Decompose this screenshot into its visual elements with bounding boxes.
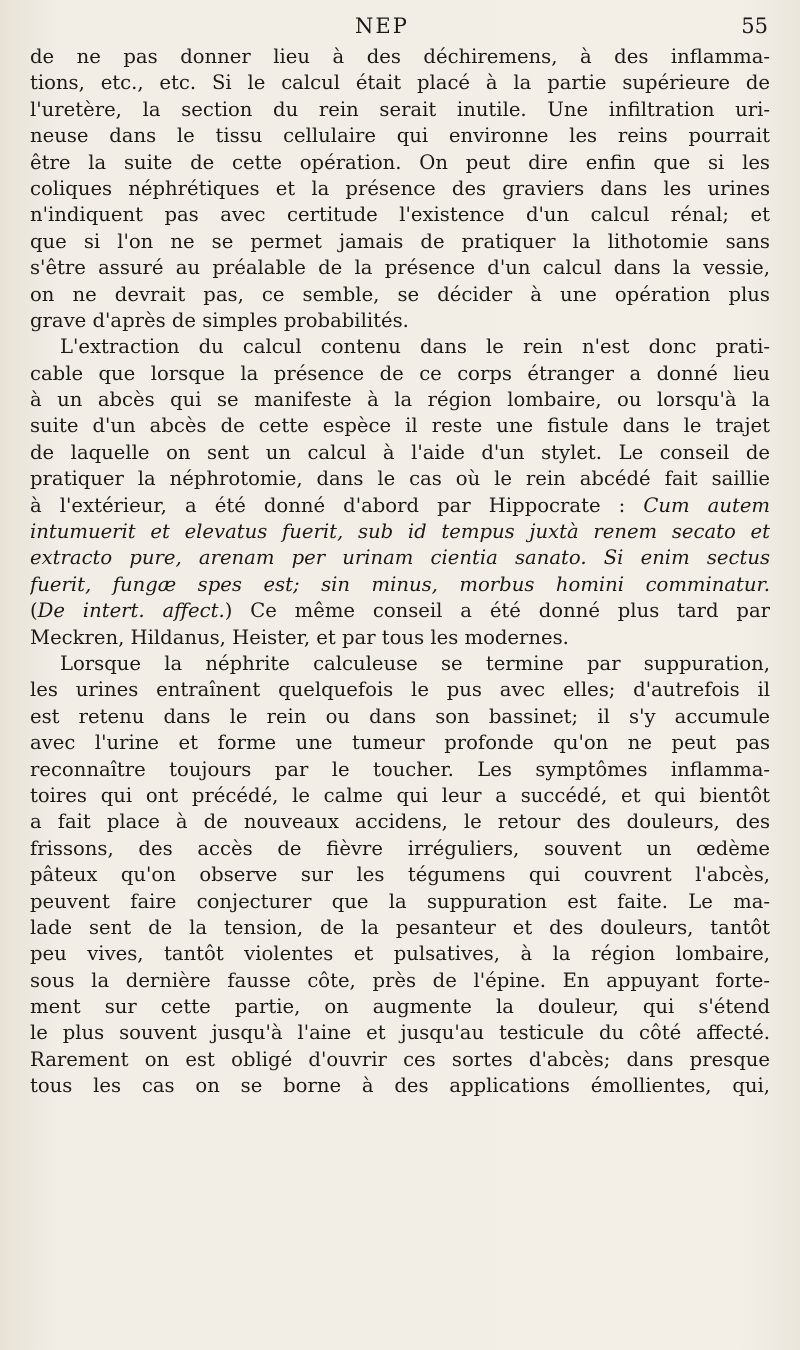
text-line <box>30 783 770 809</box>
text-line <box>30 968 770 994</box>
line-text: s'être assuré au préalable de la présence d'un calcul dans la vessie, <box>30 256 770 280</box>
text-line <box>30 361 770 387</box>
text-line <box>30 202 770 228</box>
running-head: NEP <box>355 14 409 38</box>
text-line <box>30 941 770 967</box>
line-text: peu vives, tantôt violentes et pulsatives, à la région lombaire, <box>30 942 770 966</box>
text-line <box>30 413 770 439</box>
line-text: suite d'un abcès de cette espèce il reste une fistule dans le trajet <box>30 414 770 438</box>
text-line <box>30 282 770 308</box>
line-text: neuse dans le tissu cellulaire qui environne les reins pourrait <box>30 124 770 148</box>
text-line <box>30 994 770 1020</box>
line-text: cable que lorsque la présence de ce corps étranger a donné lieu <box>30 361 770 385</box>
line-text: grave d'après de simples probabilités. <box>30 308 409 332</box>
text-line <box>30 1020 770 1046</box>
text-line <box>30 598 770 624</box>
text-line <box>30 150 770 176</box>
text-line <box>30 1047 770 1073</box>
line-text: peuvent faire conjecturer que la suppuration est faite. Le ma- <box>30 889 770 913</box>
line-text: pâteux qu'on observe sur les tégumens qui couvrent l'abcès, <box>30 863 770 887</box>
text-line <box>30 44 770 70</box>
line-text: Meckren, Hildanus, Heister, et par tous les modernes. <box>30 625 569 649</box>
text-line <box>30 255 770 281</box>
line-text: ( <box>30 599 38 623</box>
text-line <box>30 625 770 651</box>
text-line <box>30 1073 770 1099</box>
line-text: tions, etc., etc. Si le calcul était placé à la partie supérieure de <box>30 71 770 95</box>
latin-quote: extracto pure, arenam per urinam cientia sanato. Si enim sectus <box>30 546 770 570</box>
line-text: reconnaître toujours par le toucher. Les symptômes inflamma- <box>30 757 770 781</box>
line-text: on ne devrait pas, ce semble, se décider à une opération plus <box>30 282 770 306</box>
line-text: est retenu dans le rein ou dans son bassinet; il s'y accumule <box>30 704 770 728</box>
page-header <box>30 8 770 44</box>
line-text: lade sent de la tension, de la pesanteur et des douleurs, tantôt <box>30 915 770 939</box>
text-line <box>30 572 770 598</box>
line-text: l'uretère, la section du rein serait inutile. Une infiltration uri- <box>30 97 770 121</box>
text-line <box>30 519 770 545</box>
line-text: pratiquer la néphrotomie, dans le cas où le rein abcédé fait saillie <box>30 467 770 491</box>
line-text: frissons, des accès de fièvre irréguliers, souvent un œdème <box>30 836 770 860</box>
text-line <box>30 440 770 466</box>
line-text: n'indiquent pas avec certitude l'existence d'un calcul rénal; et <box>30 203 770 227</box>
latin-quote: intumuerit et elevatus fuerit, sub id tempus juxtà renem secato et <box>30 520 770 544</box>
text-line <box>30 651 770 677</box>
body-text <box>30 44 770 1100</box>
line-text: de ne pas donner lieu à des déchiremens, à des inflamma- <box>30 45 770 68</box>
line-text: toires qui ont précédé, le calme qui leur a succédé, et qui bientôt <box>30 783 770 807</box>
latin-quote: De intert. affect. <box>37 599 225 623</box>
text-line <box>30 334 770 360</box>
line-text: tous les cas on se borne à des applications émollientes, qui, <box>30 1074 770 1098</box>
line-text: que si l'on ne se permet jamais de pratiquer la lithotomie sans <box>30 229 770 253</box>
text-line <box>30 229 770 255</box>
line-text: les urines entraînent quelquefois le pus avec elles; d'autrefois il <box>30 678 770 702</box>
line-text: être la suite de cette opération. On peut dire enfin que si les <box>30 150 770 174</box>
line-text: Rarement on est obligé d'ouvrir ces sortes d'abcès; dans presque <box>30 1047 770 1071</box>
line-text: avec l'urine et forme une tumeur profonde qu'on ne peut pas <box>30 731 770 755</box>
line-text: de laquelle on sent un calcul à l'aide d'un stylet. Le conseil de <box>30 440 770 464</box>
text-line <box>30 889 770 915</box>
line-text: ment sur cette partie, on augmente la douleur, qui s'étend <box>30 995 770 1019</box>
text-line <box>30 123 770 149</box>
line-text: à un abcès qui se manifeste à la région lombaire, ou lorsqu'à la <box>30 388 770 412</box>
text-line <box>30 836 770 862</box>
line-text: coliques néphrétiques et la présence des graviers dans les urines <box>30 176 770 200</box>
text-line <box>30 730 770 756</box>
line-text: Lorsque la néphrite calculeuse se termine par suppuration, <box>60 651 770 675</box>
text-line <box>30 387 770 413</box>
text-line <box>30 809 770 835</box>
text-line <box>30 862 770 888</box>
text-line <box>30 915 770 941</box>
line-text: sous la dernière fausse côte, près de l'épine. En appuyant forte- <box>30 968 770 992</box>
text-line <box>30 308 770 334</box>
latin-quote: fuerit, fungæ spes est; sin minus, morbus homini comminatur. <box>30 572 770 596</box>
line-text: ) Ce même conseil a été donné plus tard par <box>224 599 770 623</box>
text-line <box>30 493 770 519</box>
line-text: le plus souvent jusqu'à l'aine et jusqu'au testicule du côté affecté. <box>30 1021 770 1045</box>
text-line <box>30 545 770 571</box>
text-line <box>30 704 770 730</box>
text-line <box>30 677 770 703</box>
text-line <box>30 70 770 96</box>
line-text: L'extraction du calcul contenu dans le rein n'est donc prati- <box>60 335 770 359</box>
line-text: à l'extérieur, a été donné d'abord par Hippocrate : <box>30 493 626 517</box>
text-line <box>30 176 770 202</box>
line-text: a fait place à de nouveaux accidens, le retour des douleurs, des <box>30 810 770 834</box>
page-number: 55 <box>741 14 768 38</box>
text-line <box>30 757 770 783</box>
text-line <box>30 466 770 492</box>
text-line <box>30 97 770 123</box>
latin-quote: Cum autem <box>643 493 770 517</box>
